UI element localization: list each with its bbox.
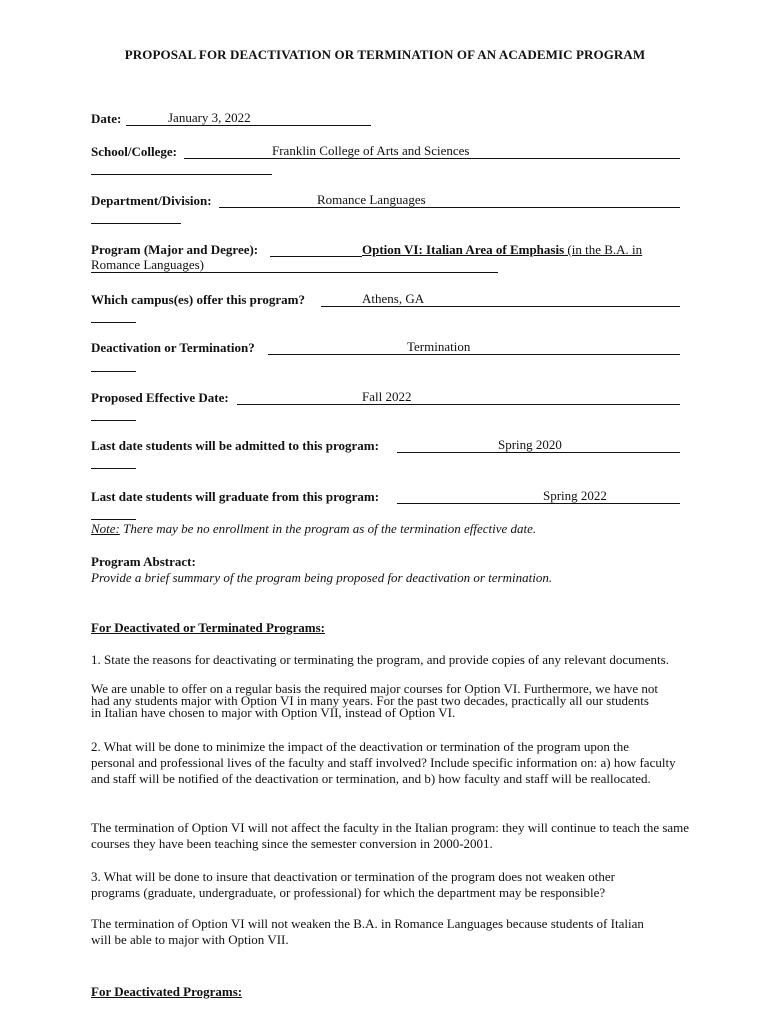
q1-question: 1. State the reasons for deactivating or terminating the program, and provide copies of any relevant documents.: [91, 652, 669, 667]
program-value-line2: Romance Languages): [91, 257, 204, 272]
program-field-line2[interactable]: [91, 258, 498, 273]
effective-value: Fall 2022: [362, 389, 412, 404]
campus-value: Athens, GA: [362, 291, 425, 306]
q2-question: 2. What will be done to minimize the impact of the deactivation or termination of the program upon the personal and professional lives of the faculty and staff involved? Include specific information on: a) how faculty and staff will be notified of the deactivation or termination, and b) how faculty and staff will be reallocated.: [91, 739, 676, 786]
q3-question: 3. What will be done to insure that deactivation or termination of the program does not weaken other programs (graduate, undergraduate, or professional) for which the department may be responsible?: [91, 869, 615, 900]
last-admit-field-continuation: [91, 467, 136, 469]
program-label: Program (Major and Degree):: [91, 242, 259, 257]
department-field-continuation: [91, 222, 181, 224]
q1-answer-line2: had any students major with Option VI in many years. For the past two decades, practically all our students: [91, 693, 649, 708]
school-label: School/College:: [91, 144, 177, 159]
program-value-bold: Option VI: Italian Area of Emphasis: [362, 242, 565, 257]
last-admit-field[interactable]: [397, 438, 680, 453]
date-field[interactable]: [126, 111, 371, 126]
abstract-text: Provide a brief summary of the program being proposed for deactivation or termination.: [91, 570, 553, 585]
q1-answer-line1: We are unable to offer on a regular basis the required major courses for Option VI. Furthermore, we have not: [91, 681, 659, 696]
last-grad-field[interactable]: [397, 489, 680, 504]
section-terminated-heading: For Deactivated or Terminated Programs:: [91, 620, 325, 635]
note: [91, 521, 536, 537]
type-field[interactable]: [268, 340, 680, 355]
school-field-continuation: [91, 173, 272, 175]
last-admit-value: Spring 2020: [498, 437, 562, 452]
department-label: Department/Division:: [91, 193, 212, 208]
abstract-heading: Program Abstract:: [91, 554, 196, 569]
department-field[interactable]: [219, 193, 680, 208]
school-value: Franklin College of Arts and Sciences: [272, 143, 470, 158]
program-field-pad: [270, 242, 362, 257]
type-value: Termination: [407, 339, 471, 354]
date-value: January 3, 2022: [168, 110, 251, 125]
program-value: [362, 242, 642, 258]
date-row: [91, 111, 121, 127]
section-deactivated-heading: For Deactivated Programs:: [91, 984, 243, 999]
note-label: Note:: [91, 521, 120, 536]
last-grad-field-continuation: [91, 518, 136, 520]
campus-field[interactable]: [321, 292, 680, 307]
effective-field[interactable]: [237, 390, 680, 405]
program-value-rest: (in the B.A. in: [564, 242, 643, 257]
document-title: PROPOSAL FOR DEACTIVATION OR TERMINATION OF AN ACADEMIC PROGRAM: [124, 47, 646, 62]
type-label: Deactivation or Termination?: [91, 340, 255, 355]
q1-answer-line3: in Italian have chosen to major with Option VII, instead of Option VI.: [91, 705, 456, 720]
campus-field-continuation: [91, 321, 136, 323]
note-text: There may be no enrollment in the program as of the termination effective date.: [119, 521, 537, 536]
department-value: Romance Languages: [317, 192, 426, 207]
q2-answer: The termination of Option VI will not affect the faculty in the Italian program: they will continue to teach the same courses they have been teaching since the semester conversion in 2000-2001.: [91, 820, 690, 851]
type-field-continuation: [91, 370, 136, 372]
school-field[interactable]: [184, 144, 680, 159]
date-label: Date:: [91, 111, 122, 126]
last-admit-label: Last date students will be admitted to this program:: [91, 438, 379, 453]
q3-answer-line2: will be able to major with Option VII.: [91, 932, 289, 947]
last-grad-value: Spring 2022: [543, 488, 607, 503]
q3-answer-line1: The termination of Option VI will not weaken the B.A. in Romance Languages because students of Italian: [91, 916, 644, 931]
last-grad-label: Last date students will graduate from this program:: [91, 489, 380, 504]
effective-label: Proposed Effective Date:: [91, 390, 229, 405]
effective-field-continuation: [91, 419, 136, 421]
campus-label: Which campus(es) offer this program?: [91, 292, 306, 307]
